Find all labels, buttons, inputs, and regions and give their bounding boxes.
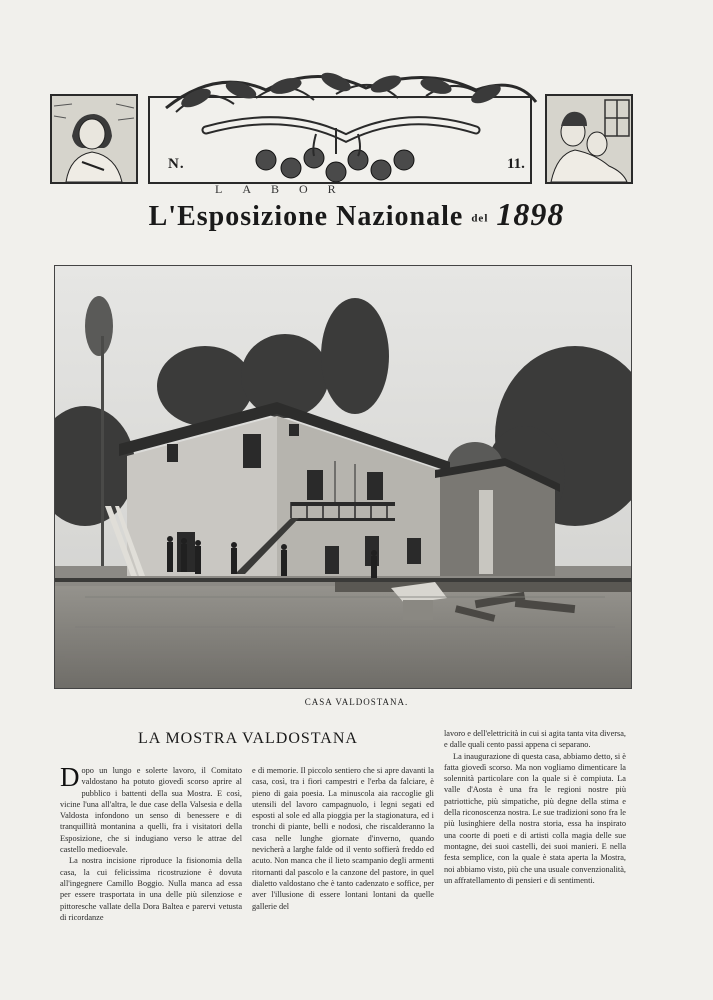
title-main: L'Esposizione Nazionale <box>148 201 464 232</box>
page-title <box>0 196 713 233</box>
paragraph-text: opo un lungo e solerte lavoro, il Comitato valdostano ha potuto giovedì scorso aprire al pubblico i battenti della sua Mostra. E così, vicine l'una all'altra, le due case della Valsesia e della Valdosta infondono un senso di benessere e di tranquillità montanina a quelli, fra i visitatori della Esposizione, che si indugiano verso le attrae del castello medioevale. <box>60 766 242 855</box>
paragraph: La nostra incisione riproduce la fisionomia della casa, la cui felicissima ricostruzione è dovuta all'ingegnere Camillo Boggio. Nulla manca ad essa per essere trasportata in una delle più silenziose e pittoresche vallate della Dora Baltea e parervi vetusta di ricordanze <box>60 856 242 922</box>
paragraph <box>60 762 242 855</box>
woman-writing-illustration <box>52 96 136 182</box>
masthead <box>40 68 650 198</box>
title-year: 1898 <box>496 196 565 232</box>
house-photograph <box>55 266 631 688</box>
paragraph: La inaugurazione di questa casa, abbiamo detto, si è fatta giovedì scorso. Ma non vogliamo dimenticare la solennità particolare con la quale si è compiuta. La valle d'Aosta è una fra le regioni nostre più patriottiche, più simpatiche, più degne della stima e della riconoscenza nostra. Le sue tradizioni sono fra le più lusinghiere della nostra storia, essa ha inspirato una coorte di poeti e di artisti colla magia delle sue montagne, dei suoi castelli, dei suoi manieri. E nella festa semplice, con la quale è stata aperta la Mostra, noi abbiamo visto, più che una usuale convenzionalità, un affratellamento di pensieri e di sentimenti. <box>444 751 626 885</box>
casa-valdostana-photo <box>54 265 632 689</box>
issue-number: 11. <box>507 156 525 172</box>
paragraph: lavoro e dell'elettricità in cui si agita tanta vita diversa, e dalle quali cento passi appena ci separano. <box>444 729 626 750</box>
article-column-2 <box>252 765 434 912</box>
article-headline: LA MOSTRA VALDOSTANA <box>138 730 358 747</box>
issue-label: N. <box>168 156 185 172</box>
article-column-1 <box>60 762 242 923</box>
drop-cap: D <box>60 762 80 792</box>
title-del: del <box>471 212 489 225</box>
article-column-3 <box>444 728 626 886</box>
paragraph: e di memorie. Il piccolo sentiero che si apre davanti la casa, così, tra i fiori campestri e l'erba da falciare, è pieno di gaia poesia. La minuscola aia raccoglie gli utensili del lavoro campagnuolo, i legni segati ed esposti al sole ed alla pioggia per la stagionatura, ed i tronchi di piante, belli e nodosi, che riscalderanno la casa nelle lunghe giornate d'inverno, quando nevicherà a larghe falde od il vento soffierà freddo ed acuto. Non manca che il lieto scampanio degli armenti ritornanti dal pascolo e la canzone del pastore, in quel dialetto valdostano che è tanto cadenzato e soffice, per aver l'illusione di essere lontani lontani da quelle gallerie del <box>252 766 434 911</box>
magazine-name: LABOR <box>215 182 356 196</box>
masthead-portrait-right <box>545 94 633 184</box>
photo-caption: CASA VALDOSTANA. <box>304 697 409 707</box>
masthead-portrait-left <box>50 94 138 184</box>
foliage-ornament <box>136 68 546 186</box>
figures-reading-illustration <box>547 96 631 182</box>
